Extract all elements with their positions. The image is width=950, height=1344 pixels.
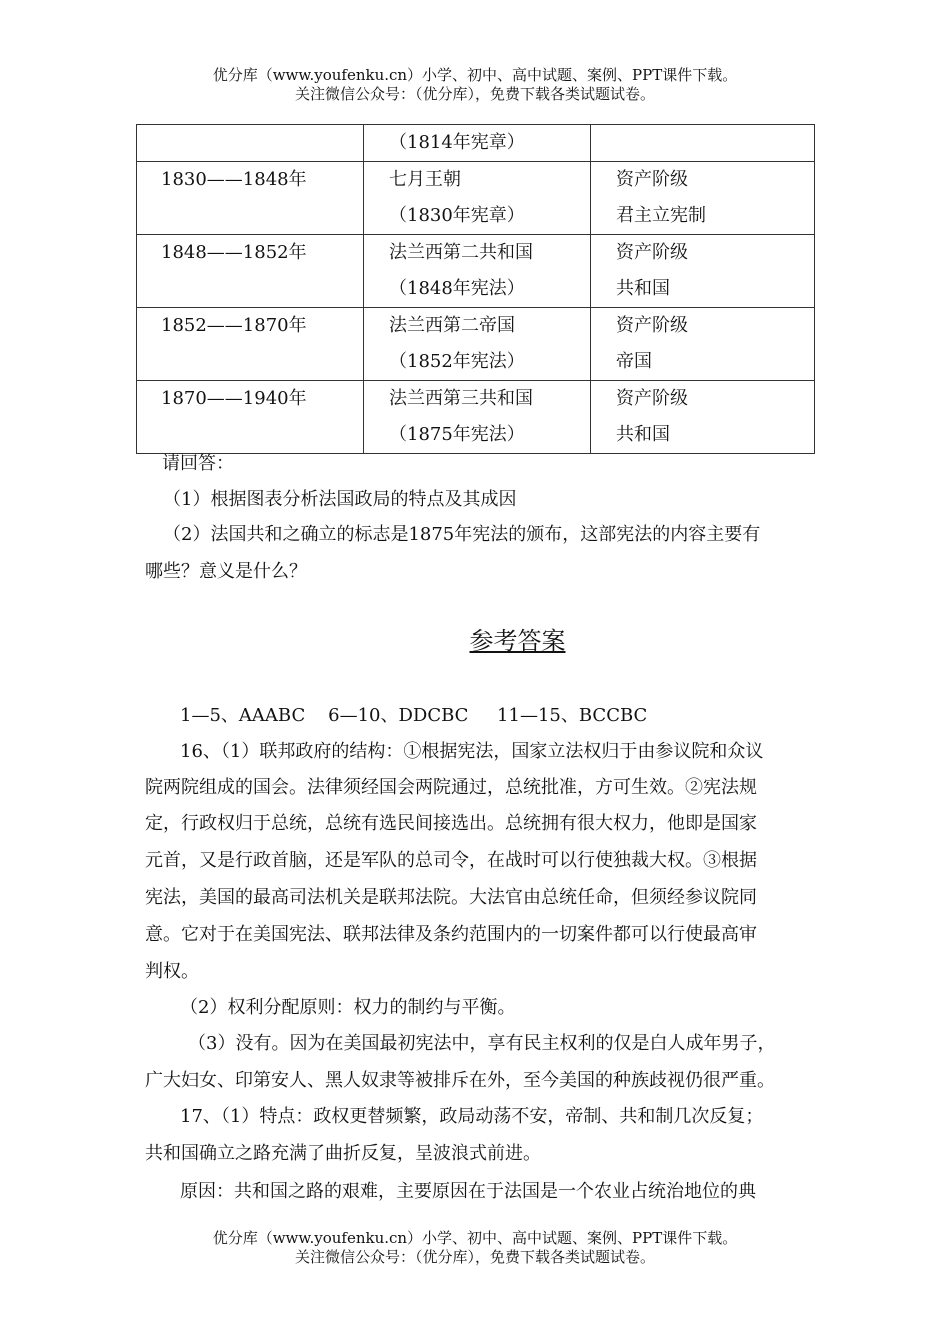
- text-line: 宪法，美国的最高司法机关是联邦法院。大法官由总统任命，但须经参议院同: [145, 887, 757, 908]
- cell-line: 法兰西第二共和国: [389, 242, 533, 263]
- table-cell-regime: [364, 308, 591, 381]
- question-2-line-1: （2）法国共和之确立的标志是1875年宪法的颁布，这部宪法的内容主要有: [163, 524, 761, 545]
- cell-line: [137, 417, 363, 453]
- cell-line: [137, 198, 363, 234]
- question-prompt: 请回答：: [162, 453, 234, 474]
- table-cell-regime: [364, 162, 591, 235]
- table-row: [137, 125, 815, 162]
- text-line: 意。它对于在美国宪法、联邦法律及条约范围内的一切案件都可以行使最高审: [145, 924, 757, 945]
- cell-line: （1814年宪章）: [389, 132, 525, 153]
- table-cell-period: [137, 381, 364, 454]
- text-line: 定，行政权归于总统，总统有选民间接选出。总统拥有很大权力，他即是国家: [145, 813, 757, 834]
- cell-line: 1830——1848年: [161, 169, 307, 190]
- cell-line: 1870——1940年: [161, 388, 307, 409]
- question-2-line-2: 哪些？意义是什么？: [145, 561, 307, 582]
- answer-17-reason: 原因：共和国之路的艰难，主要原因在于法国是一个农业占统治地位的典: [180, 1181, 756, 1202]
- cell-line: 资产阶级: [616, 388, 688, 409]
- table-cell-period: [137, 125, 364, 162]
- cell-line: 资产阶级: [616, 315, 688, 336]
- choice-answers: 1—5、AAABC 6—10、DDCBC 11—15、BCCBC: [180, 705, 648, 726]
- answer-16-part-2: （2）权利分配原则：权力的制约与平衡。: [180, 997, 516, 1018]
- question-1: （1）根据图表分析法国政局的特点及其成因: [163, 489, 517, 510]
- cell-line: 1848——1852年: [161, 242, 307, 263]
- cell-line: [591, 125, 814, 161]
- answer-title: 参考答案: [469, 627, 566, 655]
- table-cell-nature: [591, 308, 815, 381]
- cell-line: 法兰西第二帝国: [389, 315, 515, 336]
- cell-line: 共和国: [616, 424, 670, 445]
- france-regime-table: [136, 124, 815, 454]
- table-row: [137, 162, 815, 235]
- table-cell-nature: [591, 235, 815, 308]
- table-cell-regime: [364, 125, 591, 162]
- table-cell-regime: [364, 235, 591, 308]
- cell-line: 资产阶级: [616, 242, 688, 263]
- text-line: 16、（1）联邦政府的结构：①根据宪法，国家立法权归于由参议院和众议: [180, 741, 764, 762]
- table-cell-period: [137, 308, 364, 381]
- table-row: [137, 235, 815, 308]
- text-line: 共和国确立之路充满了曲折反复，呈波浪式前进。: [145, 1143, 541, 1164]
- text-line: 院两院组成的国会。法律须经国会两院通过，总统批准，方可生效。②宪法规: [145, 777, 757, 798]
- page-header: [0, 66, 950, 104]
- cell-line: （1830年宪章）: [389, 205, 525, 226]
- cell-line: 君主立宪制: [616, 205, 706, 226]
- cell-line: 共和国: [616, 278, 670, 299]
- header-line-1: 优分库（www.youfenku.cn）小学、初中、高中试题、案例、PPT课件下载。: [212, 66, 738, 84]
- cell-line: （1848年宪法）: [389, 278, 525, 299]
- cell-line: （1852年宪法）: [389, 351, 525, 372]
- cell-line: [137, 271, 363, 307]
- cell-line: [137, 344, 363, 380]
- table-row: [137, 308, 815, 381]
- footer-line-2: 关注微信公众号：（优分库），免费下载各类试题试卷。: [294, 1248, 655, 1266]
- text-line: 元首，又是行政首脑，还是军队的总司令，在战时可以行使独裁大权。③根据: [145, 850, 757, 871]
- table-cell-nature: [591, 125, 815, 162]
- cell-line: 资产阶级: [616, 169, 688, 190]
- table-cell-regime: [364, 381, 591, 454]
- text-line: 判权。: [145, 961, 199, 982]
- cell-line: （1875年宪法）: [389, 424, 525, 445]
- text-line: 17、（1）特点：政权更替频繁，政局动荡不安，帝制、共和制几次反复；: [180, 1106, 764, 1127]
- footer-line-1: 优分库（www.youfenku.cn）小学、初中、高中试题、案例、PPT课件下载。: [212, 1229, 738, 1247]
- cell-line: 1852——1870年: [161, 315, 307, 336]
- cell-line: [137, 125, 363, 161]
- cell-line: 七月王朝: [389, 169, 461, 190]
- text-line: （3）没有。因为在美国最初宪法中，享有民主权利的仅是白人成年男子，: [188, 1033, 776, 1054]
- page-footer: [0, 1229, 950, 1267]
- cell-line: 帝国: [616, 351, 652, 372]
- text-line: 广大妇女、印第安人、黑人奴隶等被排斥在外，至今美国的种族歧视仍很严重。: [145, 1070, 775, 1091]
- header-line-2: 关注微信公众号：（优分库），免费下载各类试题试卷。: [294, 85, 655, 103]
- table-row: [137, 381, 815, 454]
- table-cell-nature: [591, 162, 815, 235]
- table-cell-period: [137, 162, 364, 235]
- cell-line: 法兰西第三共和国: [389, 388, 533, 409]
- table-cell-period: [137, 235, 364, 308]
- table-cell-nature: [591, 381, 815, 454]
